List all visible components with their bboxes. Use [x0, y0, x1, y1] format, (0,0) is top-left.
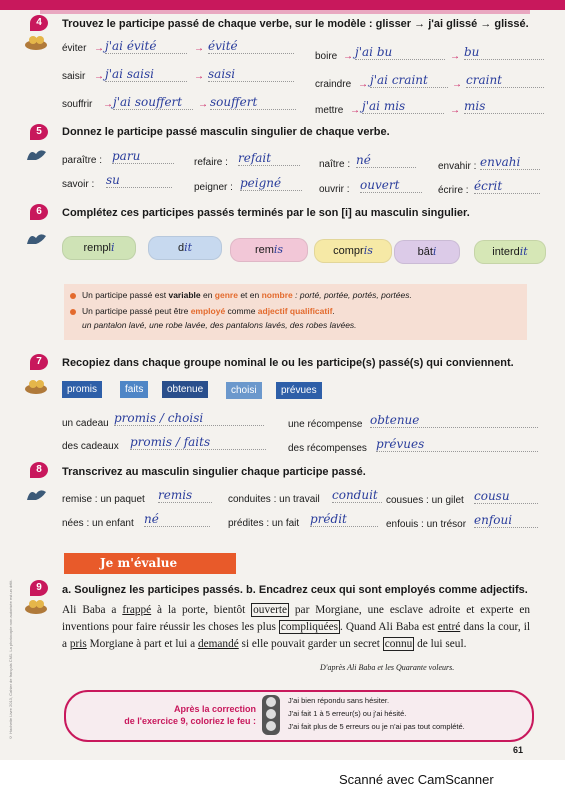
chip-answer: it	[519, 245, 528, 258]
rule-keyword: variable	[168, 290, 201, 300]
boxed-word[interactable]: compliquées	[280, 621, 339, 633]
page-number: 61	[513, 745, 524, 755]
rule-line-1	[82, 290, 412, 300]
underlined-word[interactable]: demandé	[197, 638, 239, 650]
light-top[interactable]	[266, 697, 276, 707]
exercise-8-title: Transcrivez au masculin singulier chaque participe passé.	[62, 466, 366, 478]
rule-text: en	[200, 290, 215, 300]
ex8-answer-5[interactable]: prédit	[310, 513, 378, 527]
boxed-word[interactable]: ouverte	[253, 604, 288, 616]
light-middle[interactable]	[266, 709, 276, 719]
exercise-6-badge: 6	[30, 204, 48, 220]
ex5-answer-8[interactable]: écrit	[474, 180, 540, 194]
rule-line-2	[82, 306, 335, 316]
ex8-answer-1[interactable]: remis	[158, 489, 212, 503]
rule-text: comme	[225, 306, 258, 316]
evaluation-box	[64, 690, 534, 742]
squirrel-icon	[24, 230, 48, 246]
squirrel-icon	[24, 146, 48, 162]
eval-option-3: J'ai fait plus de 5 erreurs ou je n'ai pas tout complété.	[288, 722, 465, 731]
bird-nest-icon	[24, 598, 48, 614]
ex8-answer-3[interactable]: cousu	[474, 490, 538, 504]
arrow-icon: →	[450, 105, 460, 116]
eval-instruction-1: Après la correction	[173, 704, 256, 714]
exercise-5-badge: 5	[30, 124, 48, 140]
eval-instruction-2: de l'exercice 9, coloriez le feu :	[124, 716, 256, 726]
self-evaluation-banner: Je m'évalue	[64, 553, 236, 574]
rule-keyword: adjectif qualificatif	[257, 306, 333, 316]
ex7-answer-1[interactable]: promis / choisi	[114, 412, 264, 426]
chip-stem: rem	[254, 244, 274, 256]
rule-text: .	[332, 306, 335, 316]
tag-prevues[interactable]: prévues	[276, 382, 322, 399]
rule-example: : porté, portée, portés, portées.	[292, 290, 412, 300]
bullet-icon	[70, 309, 76, 315]
bird-nest-icon	[24, 34, 48, 50]
ex7-label-1: un cadeau	[62, 418, 109, 429]
text: Morgiane à part et lui a	[86, 638, 198, 650]
chip-stem: compr	[333, 245, 364, 257]
ex5-answer-4[interactable]: envahi	[480, 156, 540, 170]
arrow-icon: →	[94, 71, 104, 82]
ex7-answer-3[interactable]: promis / faits	[130, 436, 266, 450]
exercise-9-title: a. Soulignez les participes passés. b. Encadrez ceux qui sont employés comme adjectifs.	[62, 584, 528, 596]
text: si elle pouvait garder un secret	[238, 638, 383, 650]
ex4-verb-1: éviter	[62, 43, 87, 54]
rule-text: Un participe passé peut être	[82, 306, 191, 316]
arrow-icon: →	[194, 71, 204, 82]
ex8-label-5: prédites : un fait	[228, 518, 300, 529]
grammar-rule-box	[64, 284, 527, 340]
ex4-answer-4a[interactable]: j'ai craint	[370, 74, 448, 88]
source-credit: D'après Ali Baba et les Quarante voleurs.	[320, 663, 455, 672]
chip-answer: is	[273, 243, 284, 256]
ex4-answer-5a[interactable]: j'ai souffert	[113, 96, 193, 110]
ex4-answer-3b[interactable]: saisi	[208, 68, 294, 82]
top-bar	[0, 0, 565, 10]
underlined-word[interactable]: entré	[437, 621, 461, 633]
ex4-verb-6: mettre	[315, 105, 344, 116]
bullet-icon	[70, 293, 76, 299]
text: Ali Baba a	[62, 604, 123, 616]
chip-rempli[interactable]	[62, 236, 136, 260]
ex4-answer-6b[interactable]: mis	[464, 100, 544, 114]
text: de lui seul.	[414, 638, 467, 650]
ex4-answer-1a[interactable]: j'ai évité	[105, 40, 187, 54]
ex5-label-8: écrire :	[438, 185, 469, 196]
chip-compris[interactable]	[314, 239, 392, 263]
arrow-icon: →	[94, 43, 104, 54]
rule-text: Un participe passé est	[82, 290, 169, 300]
chip-answer: is	[363, 244, 373, 257]
exercise-7-title: Recopiez dans chaque groupe nominal le ou les participe(s) passé(s) qui conviennent.	[62, 357, 514, 369]
ex8-label-3: cousues : un gilet	[386, 495, 464, 506]
scanner-watermark: Scanné avec CamScanner	[339, 772, 494, 787]
ex4-verb-3: saisir	[62, 71, 86, 82]
exercise-5-title: Donnez le participe passé masculin singulier de chaque verbe.	[62, 126, 390, 138]
ex8-label-2: conduites : un travail	[228, 494, 320, 505]
tag-obtenue[interactable]: obtenue	[162, 381, 208, 398]
tag-faits[interactable]: faits	[120, 381, 148, 398]
underlined-word[interactable]: pris	[69, 638, 87, 650]
ex4-answer-1b[interactable]: évité	[208, 40, 294, 54]
ex8-answer-2[interactable]: conduit	[332, 489, 382, 503]
top-strip	[40, 10, 530, 14]
text: à la porte, bientôt	[151, 604, 252, 616]
ex5-answer-6[interactable]: peigné	[240, 177, 302, 191]
arrow-icon: →	[450, 51, 460, 62]
ex8-answer-6[interactable]: enfoui	[474, 514, 538, 528]
ex5-label-4: envahir :	[438, 161, 477, 172]
ex4-answer-4b[interactable]: craint	[466, 74, 544, 88]
chip-answer: it	[184, 241, 193, 254]
exercise-7-badge: 7	[30, 354, 48, 370]
chip-dit[interactable]	[148, 236, 222, 260]
ex5-label-1: paraître :	[62, 155, 103, 166]
traffic-light-icon[interactable]	[262, 695, 280, 735]
chip-answer: i	[432, 245, 437, 258]
light-bottom[interactable]	[266, 721, 276, 731]
exercise-9-badge: 9	[30, 580, 48, 596]
chip-stem: interd	[492, 246, 520, 258]
chip-bati[interactable]	[394, 240, 460, 264]
chip-stem: bât	[417, 246, 433, 258]
ex5-label-6: peigner :	[194, 182, 233, 193]
ex8-label-6: enfouis : un trésor	[386, 519, 467, 530]
ex9-paragraph	[62, 602, 530, 653]
boxed-word[interactable]: connu	[384, 638, 413, 650]
ex8-label-4: nées : un enfant	[62, 518, 134, 529]
text: . Quand Ali Baba est	[340, 621, 438, 633]
arrow-icon: →	[194, 43, 204, 54]
ex7-label-4: des récompenses	[288, 443, 367, 454]
chip-interdit[interactable]	[474, 240, 546, 264]
exercise-8-badge: 8	[30, 462, 48, 478]
ex5-label-5: savoir :	[62, 179, 95, 190]
ex5-label-2: refaire :	[194, 157, 228, 168]
eval-option-1: J'ai bien répondu sans hésiter.	[288, 696, 390, 705]
ex4-answer-2a[interactable]: j'ai bu	[355, 46, 445, 60]
rule-keyword: nombre	[261, 290, 293, 300]
underlined-word[interactable]: frappé	[122, 604, 152, 616]
chip-stem: rempl	[83, 242, 111, 254]
chip-answer: i	[110, 241, 115, 254]
ex5-answer-5[interactable]: su	[106, 174, 172, 188]
chip-stem: d	[177, 242, 185, 254]
text: par Morgiane, une esclave adroite et experte en inventions pour faire réussir les choses les plus	[62, 604, 531, 633]
ex4-answer-5b[interactable]: souffert	[210, 96, 296, 110]
ex5-answer-3[interactable]: né	[356, 154, 416, 168]
arrow-icon: →	[103, 99, 113, 110]
text: dans la cour, il a	[62, 621, 530, 650]
arrow-icon: →	[452, 79, 462, 90]
bird-nest-icon	[24, 378, 48, 394]
ex4-answer-2b[interactable]: bu	[464, 46, 544, 60]
rule-text: et en	[237, 290, 262, 300]
ex5-answer-1[interactable]: paru	[112, 150, 174, 164]
ex7-answer-2[interactable]: obtenue	[370, 414, 538, 428]
arrow-icon: →	[358, 79, 368, 90]
ex7-label-3: des cadeaux	[62, 441, 119, 452]
ex4-verb-5: souffrir	[62, 99, 93, 110]
arrow-icon: →	[343, 51, 353, 62]
copyright-side-text: © Hachette Livre 2013, Cahier de français CM1. La photocopie non autorisée est un délit.	[8, 579, 13, 740]
exercise-4-badge: 4	[30, 15, 48, 31]
rule-keyword: employé	[190, 306, 226, 316]
ex5-answer-2[interactable]: refait	[238, 152, 300, 166]
tag-promis[interactable]: promis	[62, 381, 102, 398]
ex5-answer-7[interactable]: ouvert	[360, 179, 422, 193]
tag-choisi[interactable]: choisi	[226, 382, 262, 399]
exercise-4-title: Trouvez le participe passé de chaque verbe, sur le modèle : glisser → j'ai glissé → glissé.	[62, 18, 529, 30]
ex4-answer-6a[interactable]: j'ai mis	[362, 100, 444, 114]
ex5-label-7: ouvrir :	[319, 184, 350, 195]
ex5-label-3: naître :	[319, 159, 351, 170]
arrow-icon: →	[198, 99, 208, 110]
rule-keyword: genre	[214, 290, 238, 300]
squirrel-icon	[24, 486, 48, 502]
ex4-answer-3a[interactable]: j'ai saisi	[105, 68, 187, 82]
chip-remis[interactable]	[230, 238, 308, 262]
ex8-answer-4[interactable]: né	[144, 513, 210, 527]
ex8-label-1: remise : un paquet	[62, 494, 145, 505]
ex7-label-2: une récompense	[288, 419, 363, 430]
ex4-verb-4: craindre	[315, 79, 352, 90]
exercise-6-title: Complétez ces participes passés terminés par le son [i] au masculin singulier.	[62, 207, 470, 219]
rule-line-3: un pantalon lavé, une robe lavée, des pantalons lavés, des robes lavées.	[82, 320, 357, 330]
ex4-verb-2: boire	[315, 51, 338, 62]
eval-option-2: J'ai fait 1 à 5 erreur(s) ou j'ai hésité.	[288, 709, 407, 718]
ex7-answer-4[interactable]: prévues	[376, 438, 538, 452]
arrow-icon: →	[350, 105, 360, 116]
